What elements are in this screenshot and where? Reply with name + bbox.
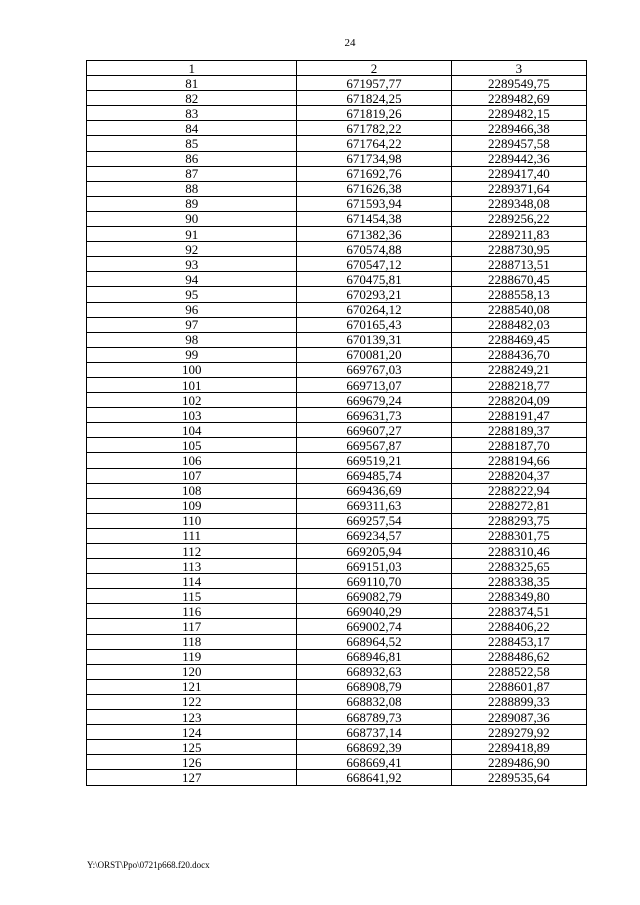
point-number-cell: 82 xyxy=(87,91,297,106)
y-coordinate-cell: 2288349,80 xyxy=(451,589,586,604)
y-coordinate-cell: 2288374,51 xyxy=(451,604,586,619)
table-row xyxy=(87,559,587,574)
table-row xyxy=(87,664,587,679)
y-coordinate-cell: 2288194,66 xyxy=(451,453,586,468)
y-coordinate-cell: 2288310,46 xyxy=(451,544,586,559)
x-coordinate-cell: 668789,73 xyxy=(297,710,451,725)
point-number-cell: 125 xyxy=(87,740,297,755)
point-number-cell: 126 xyxy=(87,755,297,770)
point-number-cell: 115 xyxy=(87,589,297,604)
table-row xyxy=(87,574,587,589)
table-row xyxy=(87,438,587,453)
x-coordinate-cell: 668964,52 xyxy=(297,634,451,649)
table-row xyxy=(87,121,587,136)
y-coordinate-cell: 2289256,22 xyxy=(451,211,586,226)
table-row xyxy=(87,196,587,211)
table-row xyxy=(87,528,587,543)
y-coordinate-cell: 2288558,13 xyxy=(451,287,586,302)
y-coordinate-cell: 2288272,81 xyxy=(451,498,586,513)
table-row xyxy=(87,513,587,528)
table-row xyxy=(87,211,587,226)
x-coordinate-cell: 669082,79 xyxy=(297,589,451,604)
column-header: 3 xyxy=(451,61,586,76)
x-coordinate-cell: 669767,03 xyxy=(297,362,451,377)
x-coordinate-cell: 669436,69 xyxy=(297,483,451,498)
table-header-row xyxy=(87,61,587,76)
y-coordinate-cell: 2288469,45 xyxy=(451,332,586,347)
point-number-cell: 93 xyxy=(87,257,297,272)
x-coordinate-cell: 671764,22 xyxy=(297,136,451,151)
point-number-cell: 84 xyxy=(87,121,297,136)
x-coordinate-cell: 671593,94 xyxy=(297,196,451,211)
point-number-cell: 95 xyxy=(87,287,297,302)
point-number-cell: 113 xyxy=(87,559,297,574)
table-row xyxy=(87,181,587,196)
table-row xyxy=(87,272,587,287)
x-coordinate-cell: 670574,88 xyxy=(297,242,451,257)
y-coordinate-cell: 2288191,47 xyxy=(451,408,586,423)
table-row xyxy=(87,619,587,634)
x-coordinate-cell: 671957,77 xyxy=(297,76,451,91)
table-row xyxy=(87,483,587,498)
x-coordinate-cell: 669205,94 xyxy=(297,544,451,559)
x-coordinate-cell: 671692,76 xyxy=(297,166,451,181)
table-row xyxy=(87,347,587,362)
y-coordinate-cell: 2288540,08 xyxy=(451,302,586,317)
point-number-cell: 88 xyxy=(87,181,297,196)
x-coordinate-cell: 669257,54 xyxy=(297,513,451,528)
table-row xyxy=(87,136,587,151)
y-coordinate-cell: 2288249,21 xyxy=(451,362,586,377)
point-number-cell: 91 xyxy=(87,227,297,242)
table-row xyxy=(87,257,587,272)
table-row xyxy=(87,242,587,257)
table-row xyxy=(87,725,587,740)
column-header: 1 xyxy=(87,61,297,76)
y-coordinate-cell: 2288218,77 xyxy=(451,377,586,392)
x-coordinate-cell: 669567,87 xyxy=(297,438,451,453)
y-coordinate-cell: 2288222,94 xyxy=(451,483,586,498)
x-coordinate-cell: 668946,81 xyxy=(297,649,451,664)
y-coordinate-cell: 2288486,62 xyxy=(451,649,586,664)
point-number-cell: 102 xyxy=(87,393,297,408)
y-coordinate-cell: 2288899,33 xyxy=(451,694,586,709)
table-row xyxy=(87,755,587,770)
y-coordinate-cell: 2289371,64 xyxy=(451,181,586,196)
table-row xyxy=(87,227,587,242)
x-coordinate-cell: 668692,39 xyxy=(297,740,451,755)
y-coordinate-cell: 2288293,75 xyxy=(451,513,586,528)
point-number-cell: 97 xyxy=(87,317,297,332)
y-coordinate-cell: 2289482,15 xyxy=(451,106,586,121)
table-body xyxy=(87,76,587,785)
y-coordinate-cell: 2288189,37 xyxy=(451,423,586,438)
point-number-cell: 96 xyxy=(87,302,297,317)
table-row xyxy=(87,166,587,181)
y-coordinate-cell: 2288187,70 xyxy=(451,438,586,453)
x-coordinate-cell: 670139,31 xyxy=(297,332,451,347)
page-number: 24 xyxy=(344,37,356,49)
table-row xyxy=(87,76,587,91)
point-number-cell: 101 xyxy=(87,377,297,392)
point-number-cell: 110 xyxy=(87,513,297,528)
point-number-cell: 92 xyxy=(87,242,297,257)
point-number-cell: 85 xyxy=(87,136,297,151)
table-row xyxy=(87,287,587,302)
table-row xyxy=(87,106,587,121)
y-coordinate-cell: 2288204,09 xyxy=(451,393,586,408)
point-number-cell: 127 xyxy=(87,770,297,785)
y-coordinate-cell: 2289466,38 xyxy=(451,121,586,136)
coordinates-table xyxy=(86,60,587,786)
x-coordinate-cell: 668737,14 xyxy=(297,725,451,740)
x-coordinate-cell: 669631,73 xyxy=(297,408,451,423)
point-number-cell: 112 xyxy=(87,544,297,559)
table-row xyxy=(87,649,587,664)
x-coordinate-cell: 668669,41 xyxy=(297,755,451,770)
y-coordinate-cell: 2288325,65 xyxy=(451,559,586,574)
x-coordinate-cell: 669485,74 xyxy=(297,468,451,483)
y-coordinate-cell: 2289348,08 xyxy=(451,196,586,211)
point-number-cell: 111 xyxy=(87,528,297,543)
point-number-cell: 81 xyxy=(87,76,297,91)
point-number-cell: 103 xyxy=(87,408,297,423)
point-number-cell: 100 xyxy=(87,362,297,377)
y-coordinate-cell: 2289418,89 xyxy=(451,740,586,755)
x-coordinate-cell: 668832,08 xyxy=(297,694,451,709)
x-coordinate-cell: 669234,57 xyxy=(297,528,451,543)
point-number-cell: 123 xyxy=(87,710,297,725)
table-row xyxy=(87,332,587,347)
x-coordinate-cell: 671382,36 xyxy=(297,227,451,242)
x-coordinate-cell: 669110,70 xyxy=(297,574,451,589)
table-row xyxy=(87,151,587,166)
y-coordinate-cell: 2289482,69 xyxy=(451,91,586,106)
x-coordinate-cell: 670081,20 xyxy=(297,347,451,362)
point-number-cell: 90 xyxy=(87,211,297,226)
x-coordinate-cell: 671819,26 xyxy=(297,106,451,121)
y-coordinate-cell: 2289279,92 xyxy=(451,725,586,740)
x-coordinate-cell: 670547,12 xyxy=(297,257,451,272)
table-row xyxy=(87,393,587,408)
table-row xyxy=(87,302,587,317)
y-coordinate-cell: 2288482,03 xyxy=(451,317,586,332)
y-coordinate-cell: 2288713,51 xyxy=(451,257,586,272)
table-row xyxy=(87,604,587,619)
point-number-cell: 118 xyxy=(87,634,297,649)
point-number-cell: 116 xyxy=(87,604,297,619)
point-number-cell: 119 xyxy=(87,649,297,664)
y-coordinate-cell: 2289535,64 xyxy=(451,770,586,785)
y-coordinate-cell: 2288453,17 xyxy=(451,634,586,649)
table-row xyxy=(87,317,587,332)
point-number-cell: 107 xyxy=(87,468,297,483)
point-number-cell: 87 xyxy=(87,166,297,181)
table-row xyxy=(87,453,587,468)
x-coordinate-cell: 669311,63 xyxy=(297,498,451,513)
column-header: 2 xyxy=(297,61,451,76)
x-coordinate-cell: 668641,92 xyxy=(297,770,451,785)
y-coordinate-cell: 2289211,83 xyxy=(451,227,586,242)
x-coordinate-cell: 671734,98 xyxy=(297,151,451,166)
x-coordinate-cell: 669519,21 xyxy=(297,453,451,468)
point-number-cell: 94 xyxy=(87,272,297,287)
point-number-cell: 109 xyxy=(87,498,297,513)
point-number-cell: 114 xyxy=(87,574,297,589)
x-coordinate-cell: 671626,38 xyxy=(297,181,451,196)
y-coordinate-cell: 2289486,90 xyxy=(451,755,586,770)
x-coordinate-cell: 669040,29 xyxy=(297,604,451,619)
x-coordinate-cell: 670293,21 xyxy=(297,287,451,302)
y-coordinate-cell: 2288730,95 xyxy=(451,242,586,257)
point-number-cell: 124 xyxy=(87,725,297,740)
x-coordinate-cell: 671782,22 xyxy=(297,121,451,136)
x-coordinate-cell: 670165,43 xyxy=(297,317,451,332)
x-coordinate-cell: 669002,74 xyxy=(297,619,451,634)
y-coordinate-cell: 2289417,40 xyxy=(451,166,586,181)
table-row xyxy=(87,362,587,377)
table-row xyxy=(87,740,587,755)
table-row xyxy=(87,770,587,785)
x-coordinate-cell: 668908,79 xyxy=(297,679,451,694)
y-coordinate-cell: 2288522,58 xyxy=(451,664,586,679)
table-row xyxy=(87,498,587,513)
x-coordinate-cell: 669151,03 xyxy=(297,559,451,574)
y-coordinate-cell: 2288301,75 xyxy=(451,528,586,543)
point-number-cell: 99 xyxy=(87,347,297,362)
y-coordinate-cell: 2289549,75 xyxy=(451,76,586,91)
x-coordinate-cell: 670264,12 xyxy=(297,302,451,317)
point-number-cell: 98 xyxy=(87,332,297,347)
y-coordinate-cell: 2288601,87 xyxy=(451,679,586,694)
point-number-cell: 120 xyxy=(87,664,297,679)
x-coordinate-cell: 669607,27 xyxy=(297,423,451,438)
x-coordinate-cell: 671454,38 xyxy=(297,211,451,226)
point-number-cell: 86 xyxy=(87,151,297,166)
y-coordinate-cell: 2289442,36 xyxy=(451,151,586,166)
table-row xyxy=(87,468,587,483)
y-coordinate-cell: 2289457,58 xyxy=(451,136,586,151)
y-coordinate-cell: 2288406,22 xyxy=(451,619,586,634)
table-row xyxy=(87,91,587,106)
x-coordinate-cell: 668932,63 xyxy=(297,664,451,679)
point-number-cell: 106 xyxy=(87,453,297,468)
table-row xyxy=(87,544,587,559)
table-row xyxy=(87,634,587,649)
point-number-cell: 121 xyxy=(87,679,297,694)
x-coordinate-cell: 670475,81 xyxy=(297,272,451,287)
point-number-cell: 117 xyxy=(87,619,297,634)
y-coordinate-cell: 2288436,70 xyxy=(451,347,586,362)
file-path: Y:\ORST\Ppo\0721p668.f20.docx xyxy=(87,860,210,870)
point-number-cell: 104 xyxy=(87,423,297,438)
y-coordinate-cell: 2288670,45 xyxy=(451,272,586,287)
x-coordinate-cell: 669713,07 xyxy=(297,377,451,392)
table-row xyxy=(87,589,587,604)
y-coordinate-cell: 2289087,36 xyxy=(451,710,586,725)
x-coordinate-cell: 669679,24 xyxy=(297,393,451,408)
point-number-cell: 83 xyxy=(87,106,297,121)
x-coordinate-cell: 671824,25 xyxy=(297,91,451,106)
y-coordinate-cell: 2288338,35 xyxy=(451,574,586,589)
table-row xyxy=(87,679,587,694)
table-row xyxy=(87,423,587,438)
table-row xyxy=(87,710,587,725)
point-number-cell: 122 xyxy=(87,694,297,709)
point-number-cell: 108 xyxy=(87,483,297,498)
y-coordinate-cell: 2288204,37 xyxy=(451,468,586,483)
table-row xyxy=(87,377,587,392)
table-row xyxy=(87,408,587,423)
point-number-cell: 105 xyxy=(87,438,297,453)
point-number-cell: 89 xyxy=(87,196,297,211)
table-row xyxy=(87,694,587,709)
